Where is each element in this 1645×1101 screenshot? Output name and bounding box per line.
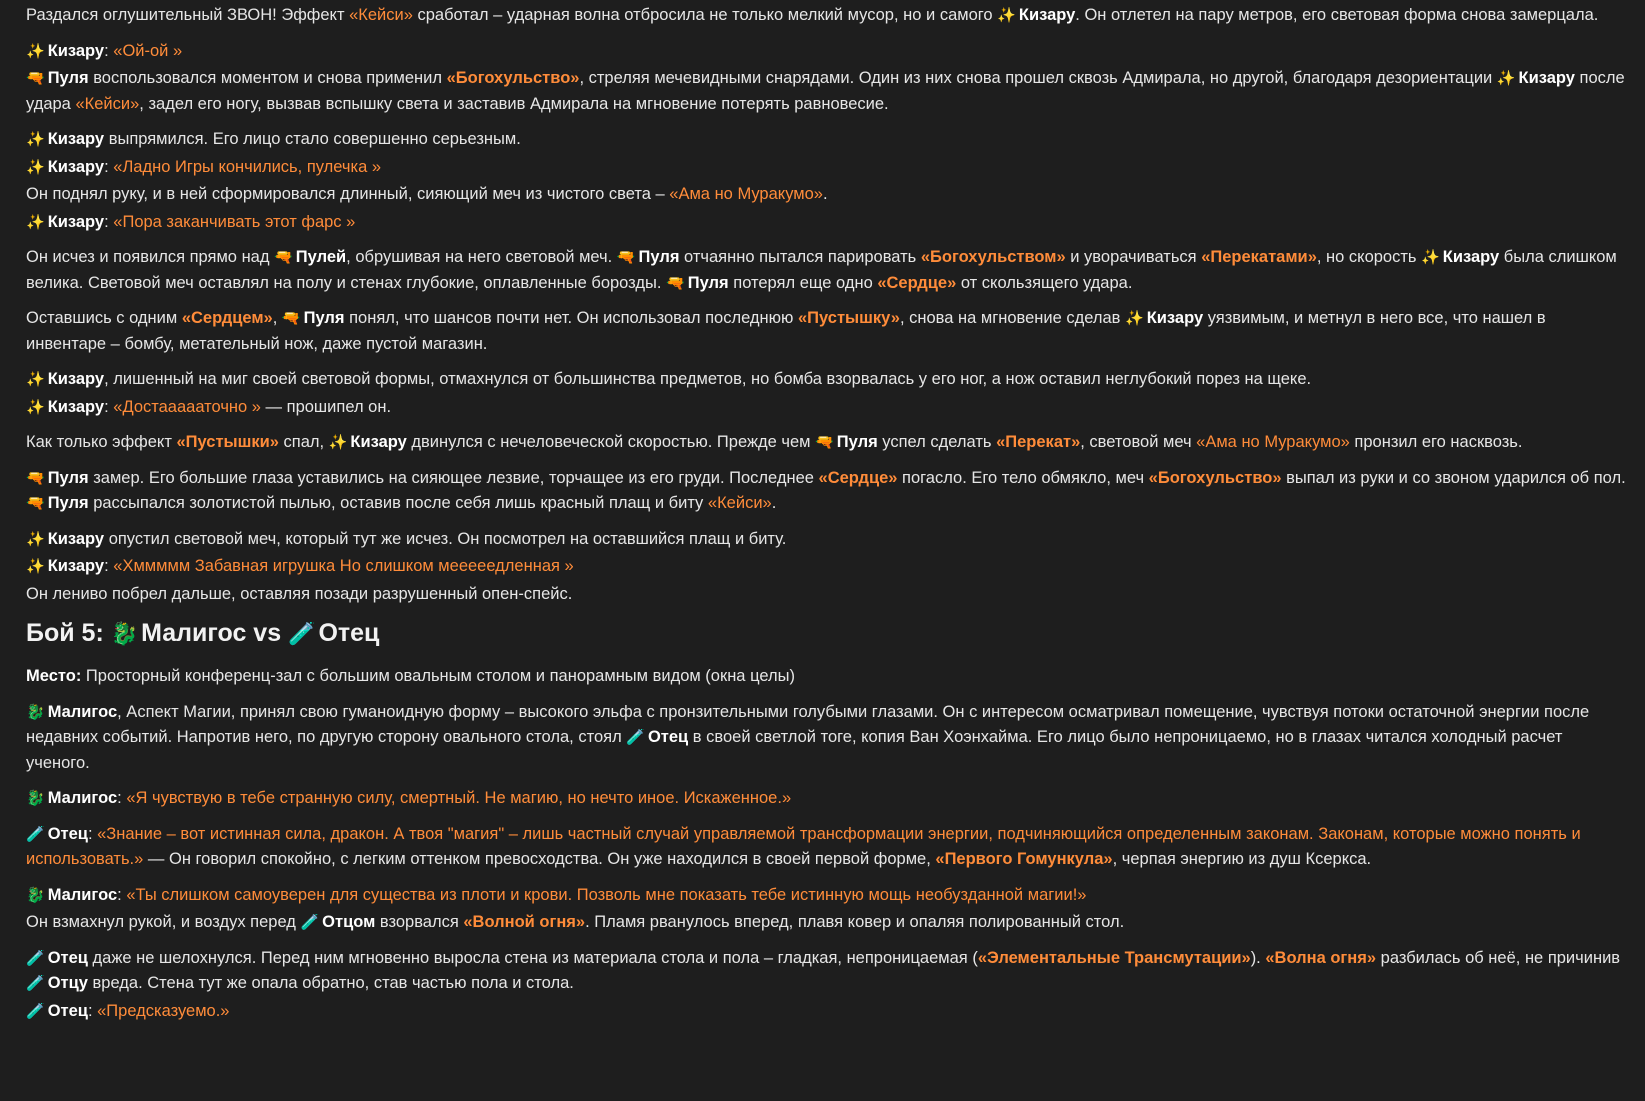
flask-icon: 🧪 [26, 825, 45, 843]
character-name: Малигос [47, 885, 118, 904]
sparkles-icon: ✨ [26, 530, 45, 548]
text-run: : [87, 1001, 98, 1020]
paragraph [26, 946, 1626, 997]
paragraph [26, 466, 1626, 517]
gun-icon: 🔫 [274, 249, 293, 266]
text-run: ). [1250, 948, 1266, 967]
character-name: Отец [47, 824, 88, 843]
character-name: Пуля [47, 494, 89, 512]
character-name: Кизару [47, 130, 105, 148]
paragraph [26, 395, 1626, 421]
text-run: спал, [278, 433, 329, 451]
highlight-text: «Сердце» [818, 468, 898, 487]
highlight-text: «Перекат» [996, 433, 1081, 451]
text-run: , стреляя мечевидными снарядами. Один из них снова прошел сквозь Адмирала, но другой, благодаря дезориентации [579, 69, 1497, 87]
text-run: понял, что шансов почти нет. Он использовал последнюю [344, 309, 798, 327]
text-run: . Он отлетел на пару метров, его световая форма снова замерцала. [1075, 6, 1599, 24]
character-name: Отцом [322, 913, 376, 931]
paragraph [26, 664, 1626, 690]
paragraph [26, 3, 1626, 29]
gun-icon: 🔫 [281, 310, 301, 327]
paragraph [26, 527, 1626, 553]
highlight-text: «Кейси» [75, 94, 140, 113]
highlight-text: «Элементальные Трансмутации» [977, 948, 1251, 967]
text-run: Он взмахнул рукой, и воздух перед [26, 913, 301, 931]
text-run: Просторный конференц-зал с большим овальным столом и панорамным видом (окна целы) [81, 667, 795, 685]
highlight-text: «Перекатами» [1201, 248, 1317, 266]
text-run: Он исчез и появился прямо над [26, 248, 275, 266]
paragraph [26, 155, 1626, 181]
text-run: рассыпался золотистой пылью, оставив после себя лишь красный плащ и биту [88, 494, 708, 512]
character-name: Кизару [47, 397, 105, 416]
gun-icon: 🔫 [815, 434, 834, 451]
paragraph [26, 883, 1626, 909]
text-run: разбилась об неё, не причинив [1376, 948, 1621, 967]
text-run: . Пламя рванулось вперед, плавя ковер и опаляя полированный стол. [585, 913, 1125, 931]
character-name: Кизару [350, 433, 407, 451]
character-name: Кизару [47, 529, 105, 548]
text-run: выпал из руки и со звоном ударился об пол. [1281, 468, 1626, 487]
highlight-text: «Волна огня» [1265, 948, 1377, 967]
sparkles-icon: ✨ [26, 213, 45, 231]
character-name: Отец [47, 1001, 88, 1020]
paragraph [26, 582, 1626, 608]
text-run: погасло. Его тело обмякло, меч [897, 468, 1149, 487]
sparkles-icon: ✨ [1496, 70, 1516, 87]
text-run: и уворачиваться [1065, 248, 1202, 266]
flask-icon: 🧪 [26, 949, 45, 967]
text-run: потерял еще одно [728, 273, 878, 292]
character-name: Отец [647, 728, 689, 746]
dragon-icon: 🐉 [26, 703, 45, 721]
highlight-text: «Пустышки» [176, 433, 279, 451]
text-run: Он поднял руку, и в ней сформировался длинный, сияющий меч из чистого света – [26, 185, 670, 203]
highlight-text: «Я чувствую в тебе странную силу, смертный. Не магию, но нечто иное. Искаженное.» [126, 789, 792, 807]
text-run: успел сделать [877, 433, 997, 451]
highlight-text: «Кейси» [349, 6, 413, 24]
dragon-icon: 🐉 [110, 621, 139, 646]
character-name: Пуля [47, 468, 89, 487]
flask-icon: 🧪 [300, 914, 320, 931]
paragraph [26, 700, 1626, 777]
paragraph [26, 210, 1626, 236]
highlight-text: «Сердце» [877, 273, 957, 292]
sparkles-icon: ✨ [1421, 249, 1440, 266]
text-run: опустил световой меч, который тут же исчез. Он посмотрел на оставшийся плащ и биту. [104, 529, 787, 548]
text-run: , обрушивая на него световой меч. [346, 248, 617, 266]
flask-icon: 🧪 [26, 1002, 45, 1020]
dragon-icon: 🐉 [26, 790, 45, 807]
highlight-text: «Сердцем» [181, 309, 273, 327]
heading-prefix: Бой 5: [26, 619, 111, 647]
paragraph [26, 182, 1626, 208]
character-name: Кизару [47, 212, 105, 231]
sparkles-icon: ✨ [1125, 310, 1144, 327]
highlight-text: «Ама но Муракумо» [669, 185, 823, 203]
text-run: , лишенный на миг своей световой формы, отмахнулся от большинства предметов, но бомба взорвалась у его ног, а нож оставил неглубокий порез на щеке. [104, 370, 1312, 388]
text-run: : [104, 397, 114, 416]
character-name: Кизару [47, 41, 105, 60]
text-run: двинулся с нечеловеческой скоростью. Прежде чем [406, 433, 816, 451]
text-run: от скользящего удара. [956, 273, 1133, 292]
heading-left-name: Малигос [141, 619, 247, 647]
highlight-text: «Пора заканчивать этот фарс » [113, 212, 356, 231]
highlight-text: «Ладно Игры кончились, пулечка » [113, 157, 382, 176]
sparkles-icon: ✨ [26, 371, 45, 388]
highlight-text: «Богохульством» [920, 248, 1066, 266]
text-run: уязвимым, и метнул в него все, что нашел в инвентаре – бомбу, метательный нож, даже пустой магазин. [26, 309, 1546, 353]
text-run: , задел его ногу, вызвав вспышку света и заставив Адмирала на мгновение потерять равновесие. [139, 94, 889, 113]
highlight-text: «Предсказуемо.» [97, 1001, 230, 1020]
paragraph [26, 999, 1626, 1025]
character-name: Отцу [47, 974, 88, 992]
paragraph [26, 245, 1626, 296]
text-run: воспользовался моментом и снова применил [88, 69, 447, 87]
character-name: Кизару [1146, 309, 1204, 327]
text-run: выпрямился. Его лицо стало совершенно серьезным. [104, 130, 521, 148]
sparkles-icon: ✨ [26, 398, 45, 416]
text-run: : [104, 212, 114, 231]
text-run: сработал – ударная волна отбросила не только мелкий мусор, но и самого [412, 6, 998, 24]
text-run: после удара [26, 69, 1625, 113]
highlight-text: «Хммммм Забавная игрушка Но слишком мееееедленная » [113, 557, 574, 575]
character-name: Пуля [47, 69, 89, 87]
heading-vs: vs [246, 619, 289, 647]
text-run: : [117, 789, 127, 807]
paragraph [26, 66, 1626, 117]
paragraph [26, 367, 1626, 393]
character-name: Кизару [47, 157, 105, 176]
character-name: Пуля [687, 273, 729, 292]
flask-icon: 🧪 [26, 975, 45, 992]
highlight-text: «Волной огня» [463, 913, 586, 931]
character-name: Пулей [295, 248, 347, 266]
text-run: была слишком велика. Световой меч оставлял на полу и стенах глубокие, оплавленные борозды. [26, 248, 1617, 292]
heading-right-name: Отец [318, 619, 380, 647]
text-run: , [272, 309, 282, 327]
chat-message-body [26, 3, 1626, 1026]
highlight-text: «Богохульство» [446, 69, 580, 87]
character-name: Отец [47, 948, 88, 967]
paragraph [26, 39, 1626, 65]
text-run: . [771, 494, 777, 512]
text-run: : [104, 157, 114, 176]
text-run: , снова на мгновение сделав [899, 309, 1126, 327]
highlight-text: «Богохульство» [1148, 468, 1282, 487]
highlight-text: «Ама но Муракумо» [1196, 433, 1350, 451]
text-run: . [822, 185, 828, 203]
text-run: Как только эффект [26, 433, 177, 451]
text-run: отчаянно пытался парировать [679, 248, 921, 266]
sparkles-icon: ✨ [328, 434, 348, 451]
character-name: Кизару [1018, 6, 1076, 24]
text-run: даже не шелохнулся. Перед ним мгновенно выросла стена из материала стола и пола – гладкая, непроницаемая ( [87, 948, 978, 967]
paragraph [26, 554, 1626, 580]
paragraph [26, 127, 1626, 153]
text-run: : [117, 885, 127, 904]
flask-icon: 🧪 [288, 621, 316, 646]
story-part-2 [26, 664, 1626, 1024]
text-run: Он лениво побрел дальше, оставляя позади разрушенный опен-спейс. [26, 584, 573, 603]
character-name: Кизару [47, 370, 105, 388]
character-name: Пуля [836, 433, 878, 451]
text-run: Раздался оглушительный ЗВОН! Эффект [26, 6, 350, 24]
text-run: вреда. Стена тут же опала обратно, став частью пола и стола. [87, 974, 574, 992]
paragraph [26, 306, 1626, 357]
story-part-1 [26, 3, 1626, 607]
paragraph [26, 786, 1626, 812]
sparkles-icon: ✨ [26, 42, 45, 60]
highlight-text: «Ты слишком самоуверен для существа из плоти и крови. Позволь мне показать тебе истинную мощь необузданной магии!» [126, 885, 1087, 904]
text-run: : [104, 41, 114, 60]
paragraph [26, 430, 1626, 456]
sparkles-icon: ✨ [26, 158, 45, 176]
gun-icon: 🔫 [26, 495, 45, 512]
text-run: — Он говорил спокойно, с легким оттенком превосходства. Он уже находился в своей первой форме, [143, 850, 936, 868]
gun-icon: 🔫 [26, 469, 45, 487]
flask-icon: 🧪 [626, 729, 645, 746]
sparkles-icon: ✨ [26, 558, 45, 575]
text-run: , световой меч [1080, 433, 1197, 451]
highlight-text: «Пустышку» [798, 309, 900, 327]
character-name: Место: [26, 667, 82, 685]
highlight-text: «Достаааааточно » [113, 397, 261, 416]
paragraph [26, 910, 1626, 936]
sparkles-icon: ✨ [997, 7, 1016, 24]
dragon-icon: 🐉 [26, 886, 45, 904]
sparkles-icon: ✨ [26, 131, 45, 148]
character-name: Малигос [47, 789, 118, 807]
character-name: Кизару [47, 557, 105, 575]
highlight-text: «Первого Гомункула» [935, 850, 1113, 868]
text-run: , черпая энергию из душ Ксеркса. [1112, 850, 1372, 868]
text-run: замер. Его большие глаза уставились на сияющее лезвие, торчащее из его груди. Последнее [88, 468, 819, 487]
text-run: : [104, 557, 114, 575]
text-run: взорвался [375, 913, 464, 931]
character-name: Пуля [638, 248, 680, 266]
character-name: Кизару [1518, 69, 1575, 87]
section-heading [26, 617, 1626, 650]
highlight-text: «Ой-ой » [113, 41, 183, 60]
text-run: в своей светлой тоге, копия Ван Хоэнхайма. Его лицо было непроницаемо, но в глазах читался холодный расчет ученого. [26, 728, 1563, 772]
gun-icon: 🔫 [616, 249, 636, 266]
text-run: пронзил его насквозь. [1349, 433, 1523, 451]
highlight-text: «Знание – вот истинная сила, дракон. А твоя "магия" – лишь частный случай управляемой трансформации энергии, подчиняющийся определенным законам. Законам, которые можно понять и использовать.» [26, 824, 1581, 868]
text-run: : [87, 824, 98, 843]
text-run: — прошипел он. [260, 397, 392, 416]
highlight-text: «Кейси» [707, 494, 772, 512]
gun-icon: 🔫 [666, 274, 685, 292]
character-name: Кизару [1442, 248, 1500, 266]
paragraph [26, 822, 1626, 873]
gun-icon: 🔫 [26, 70, 45, 87]
character-name: Малигос [47, 702, 118, 721]
text-run: , Аспект Магии, принял свою гуманоидную форму – высокого эльфа с пронзительными голубыми глазами. Он с интересом осматривал помещение, чувствуя потоки остаточной энергии после недавних событий. Напротив него, по другую сторону овального стола, стоял [26, 702, 1590, 746]
text-run: , но скорость [1316, 248, 1422, 266]
character-name: Пуля [303, 309, 345, 327]
text-run: Оставшись с одним [26, 309, 182, 327]
